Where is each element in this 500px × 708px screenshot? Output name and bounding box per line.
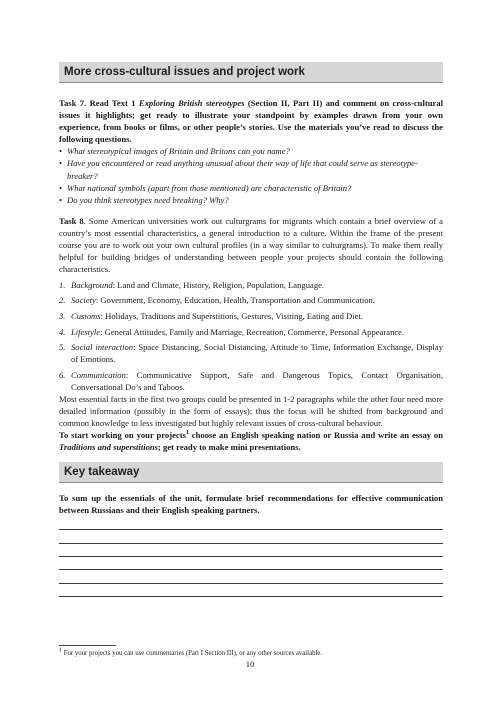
question-text: Do you think stereotypes need breaking? Why?: [67, 194, 229, 205]
item-text: : Government, Economy, Education, Health, Transportation and Communication.: [95, 295, 375, 306]
question-text: Have you encountered or read anything unusual about their way of life that could serve as stereotype-breaker?: [67, 158, 418, 181]
item-number: 5.: [59, 342, 66, 353]
list-item: [59, 194, 443, 206]
item-number: 6.: [59, 369, 66, 380]
footnote-number: 1: [59, 647, 62, 654]
list-item: [59, 294, 443, 306]
item-title: Customs: [71, 311, 101, 321]
task8-closing: Most essential facts in the first two groups could be presented in 1-2 paragraphs while the other four need more detailed information (possibly in the form of essays); thus the focus will be shifted from background and common knowledge to less investigated but highly relevant issues of cross-cultural behaviour.: [59, 394, 443, 429]
task8-paragraph: [59, 215, 443, 275]
section-heading-key-takeaway: [59, 462, 443, 483]
task7-text-title: Exploring British stereotypes: [138, 98, 245, 108]
footnote-divider: [59, 645, 116, 646]
page-content: [59, 62, 443, 597]
footnote-marker[interactable]: 1: [185, 430, 189, 437]
item-title: Social interaction: [71, 342, 134, 353]
list-item: [59, 157, 443, 181]
page-number: 10: [245, 659, 255, 669]
project-text-1: To start working on your projects: [59, 430, 186, 441]
item-title: Society: [71, 295, 96, 306]
answer-line[interactable]: [59, 584, 443, 597]
list-item: [59, 145, 443, 157]
bullet-icon: •: [59, 194, 63, 205]
list-item: [59, 279, 443, 291]
section-heading-text: Key takeaway: [64, 465, 140, 478]
task7-paragraph: [59, 97, 443, 145]
bullet-icon: •: [59, 182, 63, 193]
section-heading-cross-cultural: [59, 62, 443, 83]
answer-line[interactable]: [59, 530, 443, 543]
task8-intro: . Some American universities work out culturgrams for migrants which contain a brief overview of a country’s most essential characteristics, a general introduction to a culture. Within the frame of the present course you are to work out your own cultural profiles (in a way similar to culturgrams). To make them really helpful for building bridges of understanding between people your projects should contain the following characteristics.: [59, 215, 443, 275]
item-title: Lifestyle: [71, 326, 101, 337]
list-item: [59, 182, 443, 194]
question-text: What stereotypical images of Britain and Britons can you name?: [67, 146, 290, 157]
item-title: Background: [71, 279, 113, 290]
item-text: : Holidays, Traditions and Superstitions, Gestures, Visiting, Eating and Diet.: [100, 311, 363, 321]
bullet-icon: •: [59, 146, 63, 157]
project-text-2: choose an English speaking nation or Russia and write an essay on: [188, 430, 443, 441]
item-text: : Communicative Support, Safe and Dangerous Topics, Contact Organisation, Conversational Do’s and Taboos.: [71, 369, 443, 392]
item-number: 2.: [59, 295, 66, 306]
item-number: 1.: [59, 279, 66, 290]
takeaway-instruction: To sum up the essentials of the unit, formulate brief recommendations for effective communication between Russians and their English speaking partners.: [59, 492, 443, 515]
task7-text-2: (Section II, Part II) and comment on cross-cultural issues it highlights; get ready to illustrate your standpoint by examples drawn from your own experience, from books or films, or other people’s stories. Use the materials you’ve read to discuss the following questions.: [59, 98, 443, 145]
task8-characteristics-list: [59, 279, 443, 393]
item-number: 3.: [59, 311, 66, 321]
project-text-3: ; get ready to make mini presentations.: [158, 442, 301, 453]
project-topic: Traditions and superstitions: [59, 442, 159, 453]
task8-project-instruction: [59, 429, 443, 453]
answer-line[interactable]: [59, 570, 443, 583]
item-number: 4.: [59, 326, 66, 337]
task8-label: Task 8: [59, 215, 84, 226]
task7-text-1: Task 7. Read Text 1: [59, 98, 139, 108]
item-text: : Space Distancing, Social Distancing, Attitude to Time, Information Exchange, Display of Emotions.: [71, 342, 443, 365]
task7-question-list: [59, 145, 443, 205]
item-text: : Land and Climate, History, Religion, Population, Language.: [112, 279, 325, 290]
item-text: : General Attitudes, Family and Marriage, Recreation, Commerce, Personal Appearance.: [100, 326, 405, 337]
list-item: [59, 369, 443, 393]
bullet-icon: •: [59, 158, 63, 169]
answer-line[interactable]: [59, 557, 443, 570]
list-item: [59, 341, 443, 365]
item-title: Communication: [71, 369, 126, 380]
list-item: [59, 310, 443, 322]
answer-line[interactable]: [59, 517, 443, 530]
footnote: [59, 649, 443, 658]
footnote-text: For your projects you can use commentaries (Part I Section III), or any other sources available.: [62, 650, 323, 657]
question-text: What national symbols (apart from those mentioned) are characteristic of Britain?: [67, 182, 352, 193]
list-item: [59, 326, 443, 338]
section-heading-text: More cross-cultural issues and project work: [64, 66, 305, 78]
answer-line[interactable]: [59, 544, 443, 557]
